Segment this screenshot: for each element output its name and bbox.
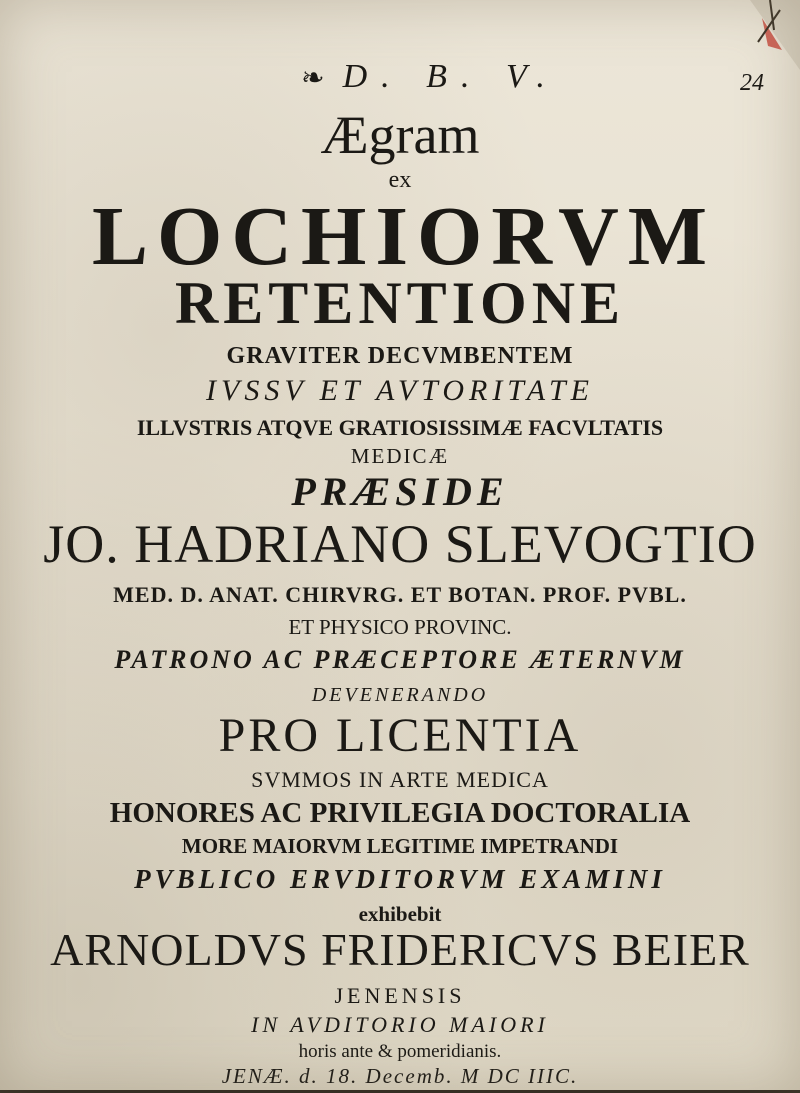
folio-number: 24 [740,70,764,96]
physico-line: ET PHYSICO PROVINC. [288,615,512,639]
retentione-heading: RETENTIONE [174,270,626,336]
more-line: MORE MAIORVM LEGITIME IMPETRANDI [181,834,619,858]
fleuron-icon: ❧ [301,63,339,94]
ivssv-line: IVSSV ET AVTORITATE [206,374,594,407]
praeside-line: PRÆSIDE [291,469,509,514]
jenensis-line: JENENSIS [334,983,466,1008]
sigla-text: D. B. V. [342,58,559,95]
lochiorvm-heading: LOCHIORVM [91,190,717,283]
devenerando-line: DEVENERANDO [311,684,489,706]
praeses-name: JO. HADRIANO SLEVOGTIO [43,514,757,574]
respondent-name: ARNOLDVS FRIDERICVS BEIER [50,924,750,975]
svmmos-line: SVMMOS IN ARTE MEDICA [251,767,549,792]
exhibebit-line: exhibebit [358,902,442,926]
praeses-titles: MED. D. ANAT. CHIRVRG. ET BOTAN. PROF. PVBL. [113,582,687,607]
auditorio-line: IN AVDITORIO MAIORI [251,1012,549,1037]
honores-line: HONORES AC PRIVILEGIA DOCTORALIA [109,797,691,829]
horis-line: horis ante & pomeridianis. [298,1041,502,1062]
graviter-line: GRAVITER DECVMBENTEM [226,343,574,369]
aegram-line: Ægram [320,105,480,165]
illvstris-line: ILLVSTRIS ATQVE GRATIOSISSIMÆ FACVLTATIS [136,415,664,440]
ex-line: ex [388,167,412,193]
pvblico-line: PVBLICO ERVDITORVM EXAMINI [134,864,666,894]
licentia-heading: PRO LICENTIA [218,709,582,762]
imprint-date: JENÆ. d. 18. Decemb. M DC IIIC. [221,1064,579,1088]
medicae-line: MEDICÆ [350,444,450,468]
patrono-line: PATRONO AC PRÆCEPTORE ÆTERNVM [114,645,686,674]
sigla-line [0,60,800,94]
